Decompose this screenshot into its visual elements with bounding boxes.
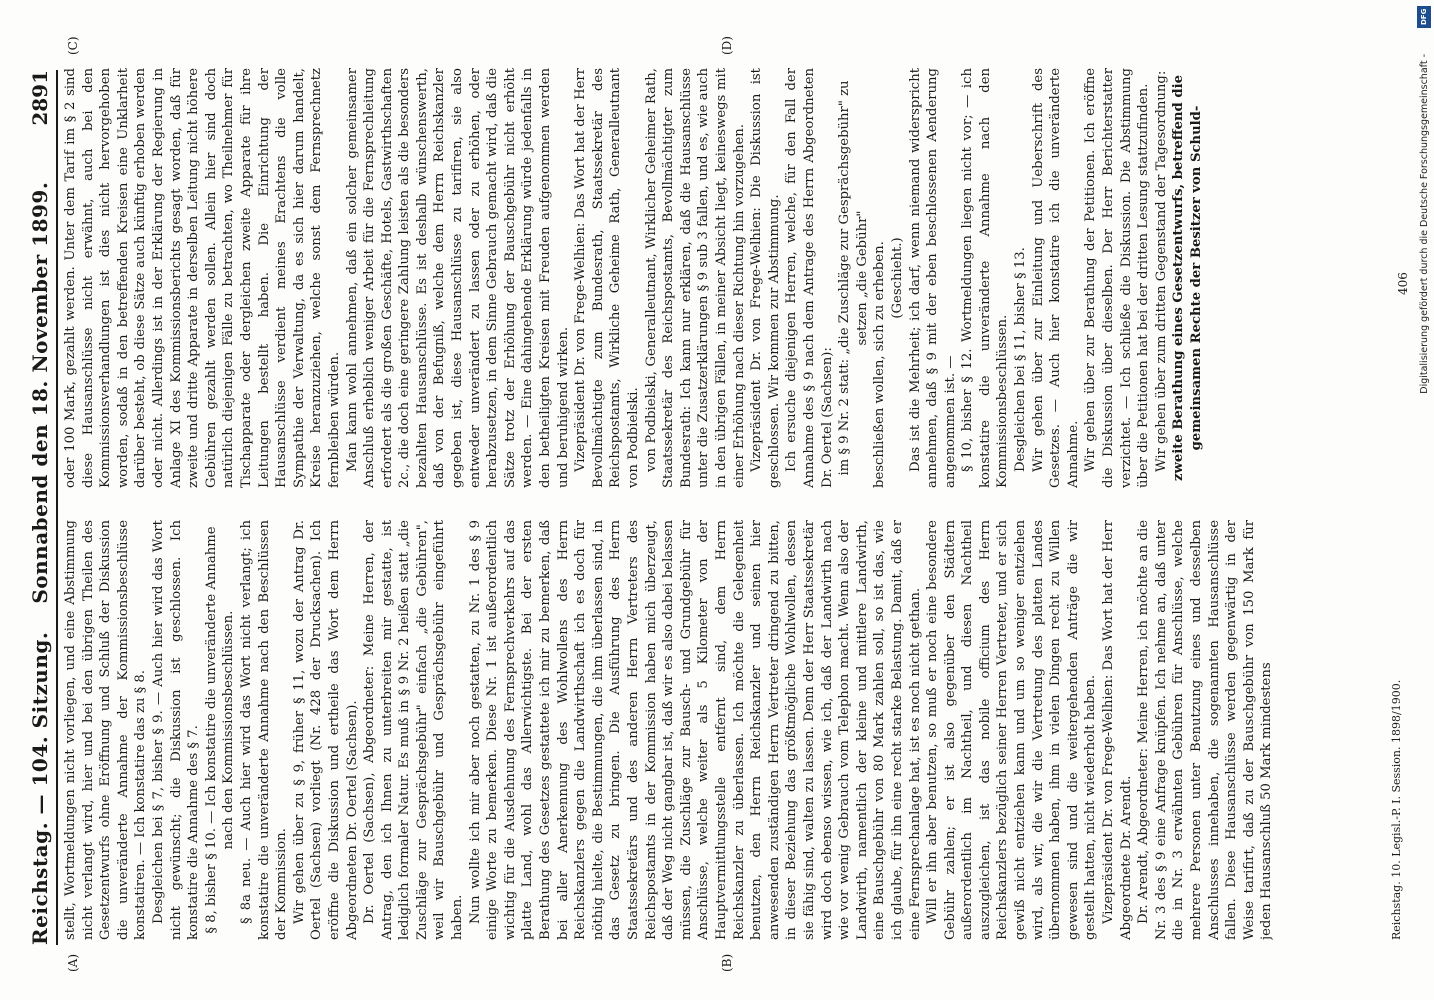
paragraph: § 8a neu. — Auch hier wird das Wort nicht verlangt; ich konstatire die unveränderte Annahme nach den Beschlüssen der Kommission. bbox=[238, 520, 290, 940]
page-number: 2891 bbox=[28, 70, 52, 126]
paragraph: von Podbielski, Generalleutnant, Wirklicher Geheimer Rath, Staatssekretär des Reichspostamts, Bevollmächtigter zum Bundesrath: Ich kann nur erklären, daß die Hausanschlüsse unter die Zusatzerklärungen § 9 sub 3 fallen, und es, wie auch in den übrigen Fällen, in meiner Absicht liegt, keineswegs mit einer Erhöhung nach dieser Richtung hin vorzugehen. bbox=[643, 68, 747, 488]
paragraph: beschließen wollen, sich zu erheben. bbox=[872, 241, 888, 488]
paragraph: Man kann wohl annehmen, daß ein solcher gemeinsamer Anschluß erheblich weniger Arbeit für die Fernsprechleitung erfordert als die großen Geschäfte, Hotels, Gastwirthschaften 2c., die doch eine geringere Zahlung leisten als die besonders bezahlten Hausanschlüsse. Es ist deshalb wünschenswerth, daß von der Befugniß, welche dem Herrn Reichskanzler gegeben ist, diese Hausanschlüsse zu tarifiren, sie also entweder unverändert zu lassen oder zu erhöhen, oder herabzusetzen, in dem Sinne Gebrauch gemacht wird, daß die Sätze trotz der Erhöhung der Bauschgebühr nicht erhöht werden. — Eine dahingehende Erklärung würde jedenfalls in den betheiligten Kreisen mit Freuden aufgenommen werden und beruhigend wirken. bbox=[344, 68, 571, 488]
agenda-item-heading: zweite Berathung eines Gesetzentwurfs, betreffend die gemeinsamen Rechte der Besitzer von Schuld- bbox=[1171, 75, 1204, 481]
paragraph: Wir gehen über zum dritten Gegenstand der Tagesordnung: bbox=[1153, 70, 1169, 472]
paragraph: Wir gehen über zu § 9, früher § 11, wozu der Antrag Dr. Oertel (Sachsen) vorliegt (Nr. 428 der Drucksachen). Ich eröffne die Diskussion und ertheile das Wort dem Herrn Abgeordneten Dr. Oertel (Sachsen). bbox=[291, 520, 360, 940]
paragraph: Desgleichen bei § 7, bisher § 9. — Auch hier wird das Wort nicht gewünscht; die Diskussion ist geschlossen. Ich konstatire die Annahme des § 7. bbox=[150, 520, 202, 940]
paragraph: Vizepräsident Dr. von Frege-Welhien: Das Wort hat der Herr Bevollmächtigte zum Bundesrath, Staatssekretär des Reichspostamts, Wirkliche Geheime Rath, Generalleutnant von Podbielski. bbox=[573, 68, 641, 488]
paragraph: Wir gehen über zur Einleitung und Ueberschrift des Gesetzes. — Auch hier konstatire ich die unveränderte Annahme. bbox=[1030, 68, 1081, 488]
paragraph: Vizepräsident Dr. von Frege-Welhien: Das Wort hat der Herr Abgeordnete Dr. Arendt. bbox=[1101, 520, 1134, 940]
paragraph: § 10, bisher § 12. Wortmeldungen liegen nicht vor; — ich konstatire die unveränderte Annahme nach den Kommissionsbeschlüssen. bbox=[960, 68, 1011, 488]
header-date: Sonnabend den 18. November 1899. bbox=[28, 181, 52, 604]
footer-signature: 406 bbox=[1396, 272, 1410, 295]
right-column bbox=[62, 68, 1402, 488]
paragraph: Dr. Arendt, Abgeordneter: Meine Herren, ich möchte an die Nr. 3 des § 9 eine Anfrage knüpfen. Ich nehme an, daß unter die in Nr. 3 erwähnten Gebühren für Anschlüsse, welche mehrere Personen unter Benutzung eines und desselben Anschlusses innehaben, die sogenannten Hausanschlüsse fallen. Diese Hausanschlüsse werden gegenwärtig in der Weise tarifirt, daß zu der Bauschgebühr von 150 Mark für jeden Hausanschluß 50 Mark mindestens bbox=[1136, 520, 1275, 940]
paragraph: Wir gehen über zur Berathung der Petitionen. Ich eröffne die Diskussion über dieselben. Der Herr Berichterstatter verzichtet. — Ich schließe die Diskussion. Die Abstimmung über die Petitionen hat bei der dritten Lesung stattzufinden. bbox=[1083, 68, 1152, 488]
margin-mark-b: (B) bbox=[720, 953, 734, 972]
paragraph: stellt, Wortmeldungen nicht vorliegen, und eine Abstimmung nicht verlangt wird, hier und bei den übrigen Theilen des Gesetzentwurfs ohne Eröffnung und Schluß der Diskussion die unveränderte Annahme der Kommissionsbeschlüsse konstatiren. — Ich konstatire das zu § 8. bbox=[63, 520, 149, 940]
paragraph: (Geschieht.) bbox=[889, 237, 905, 319]
paragraph: Vizepräsident Dr. von Frege-Welhien: Die Diskussion ist geschlossen. Wir kommen zur Abstimmung. bbox=[749, 68, 782, 488]
paragraph: Das ist die Mehrheit; ich darf, wenn niemand widerspricht annehmen, daß § 9 mit der eben beschlossenen Aenderung angenommen ist. — bbox=[907, 68, 958, 488]
dfg-credit-text: Digitalisierung gefördert durch die Deutsche Forschungsgemeinschaft - bbox=[1418, 54, 1430, 394]
paragraph: Ich ersuche diejenigen Herren, welche, für den Fall der Annahme des § 9 nach dem Antrage des Herrn Abgeordneten Dr. Oertel (Sachsen): bbox=[784, 68, 835, 488]
paragraph: Dr. Oertel (Sachsen), Abgeordneter: Meine Herren, der Antrag, den ich Ihnen zu unterbreiten mir gestatte, ist lediglich formaler Natur. Es muß in § 9 Nr. 2 heißen statt „die Zuschläge zur Gesprächsgebühr" einfach „die Gebühren", weil wir Bauschgebühr und Gesprächsgebühr eingeführt haben. bbox=[362, 520, 466, 940]
margin-mark-a: (A) bbox=[66, 953, 80, 972]
header-session-title: Reichstag. — 104. Sitzung. bbox=[28, 631, 52, 945]
margin-mark-c: (C) bbox=[66, 36, 80, 55]
dfg-logo-icon: DFG bbox=[1417, 6, 1431, 28]
paragraph: Desgleichen bei § 11, bisher § 13. bbox=[1013, 247, 1029, 472]
footer-session: Reichstag. 10. Legisl.-P. I. Session. 1898/1900. bbox=[1390, 679, 1403, 940]
paragraph: Will er ihn aber benutzen, so muß er noch eine besondere Gebühr zahlen; er ist also gegenüber den Städtern außerordentlich im Nachtheil, und diesen Nachtheil auszugleichen, ist das nobile officium des Herrn Reichskanzlers bezüglich seiner Herren Vertreter, und er sich gewiß nicht entziehen kann und um so weniger entziehen wird, als wir, die wir die Vertretung des platten Landes übernommen haben, ihm in vielen Dingen recht zu Willen gewesen sind und die weitergehenden Anträge die wir gestellt hatten, nicht wiederholt haben. bbox=[925, 520, 1099, 940]
paragraph: § 8, bisher § 10. — Ich konstatire die unveränderte Annahme nach den Kommissionsbeschlüssen. bbox=[203, 526, 237, 934]
left-column bbox=[62, 520, 1402, 940]
paragraph: im § 9 Nr. 2 statt: „die Zuschläge zur Gesprächsgebühr" zu setzen „die Gebühr" bbox=[837, 80, 870, 476]
header-titles bbox=[28, 182, 52, 945]
dfg-credit bbox=[1416, 6, 1432, 996]
margin-mark-d: (D) bbox=[720, 36, 734, 55]
paragraph: Nun wollte ich mir aber noch gestatten, zu Nr. 1 des § 9 einige Worte zu bemerken. Diese Nr. 1 ist außerordentlich wichtig für die Ausdehnung des Fernsprechverkehrs auf das platte Land, wohl das Allerwichtigste. Bei der ersten Berathung des Gesetzes gestattete ich mir zu bemerken, daß bei aller Anerkennung des Wohlwollens des Herrn Reichskanzlers gegen die Landwirthschaft ich es doch für nöthig hielte, die Bestimmungen, die ihm überlassen sind, in das Gesetz zu bringen. Die Ausführung des Herrn Staatssekretärs und des anderen Herrn Vertreters des Reichspostamts in der Kommission haben mich überzeugt, daß der Weg nicht gangbar ist, daß wir es also dabei belassen müssen, die Zuschläge zur Bausch- und Grundgebühr für Anschlüsse, welche weiter als 5 Kilometer von der Hauptvermittlungsstelle entfernt sind, dem Herrn Reichskanzler zu überlassen. Ich möchte die Gelegenheit benutzen, den Herrn Reichskanzler und seinen hier anwesenden zuständigen Herrn Vertreter dringend zu bitten, in dieser Beziehung das größtmögliche Wohlwollen, dessen sie fähig sind, walten zu lassen. Denn der Herr Staatssekretär wird doch ebenso wissen, wie ich, daß der Landwirth nach wie vor wenig Gebrauch vom Telephon macht. Wenn also der Landwirth, namentlich der kleine und mittlere Landwirth, eine Bauschgebühr von 80 Mark zahlen soll, so ist das, wie ich glaube, für ihn eine recht starke Belastung. Damit, daß er eine Fernsprechanlage hat, ist es noch nicht gethan. bbox=[467, 520, 923, 940]
paragraph: oder 100 Mark, gezahlt werden. Unter dem Tarif im § 2 sind diese Hausanschlüsse nicht erwähnt, auch bei den Kommissionsverhandlungen ist dies nicht hervorgehoben worden, sodaß in den betreffenden Kreisen eine Unklarheit darüber besteht, ob diese Sätze auch künftig erhoben werden oder nicht. Allerdings ist in der Erklärung der Regierung in Anlage XI des Kommissionsberichts gesagt worden, daß für zweite und dritte Apparate in derselben Leitung nicht höhere Gebühren gezahlt werden sollen. Allein hier sind doch natürlich diejenigen Fälle zu betrachten, wo Theilnehmer für Tischapparate oder dergleichen zweite Apparate für ihre Leitungen bestellt haben. Die Einrichtung der Hausanschlüsse verdient meines Erachtens die volle Sympathie der Verwaltung, da es sich hier darum handelt, Kreise heranzuziehen, welche sonst dem Fernsprechnetz fernbleiben würden. bbox=[63, 68, 342, 488]
page-header bbox=[14, 70, 58, 945]
